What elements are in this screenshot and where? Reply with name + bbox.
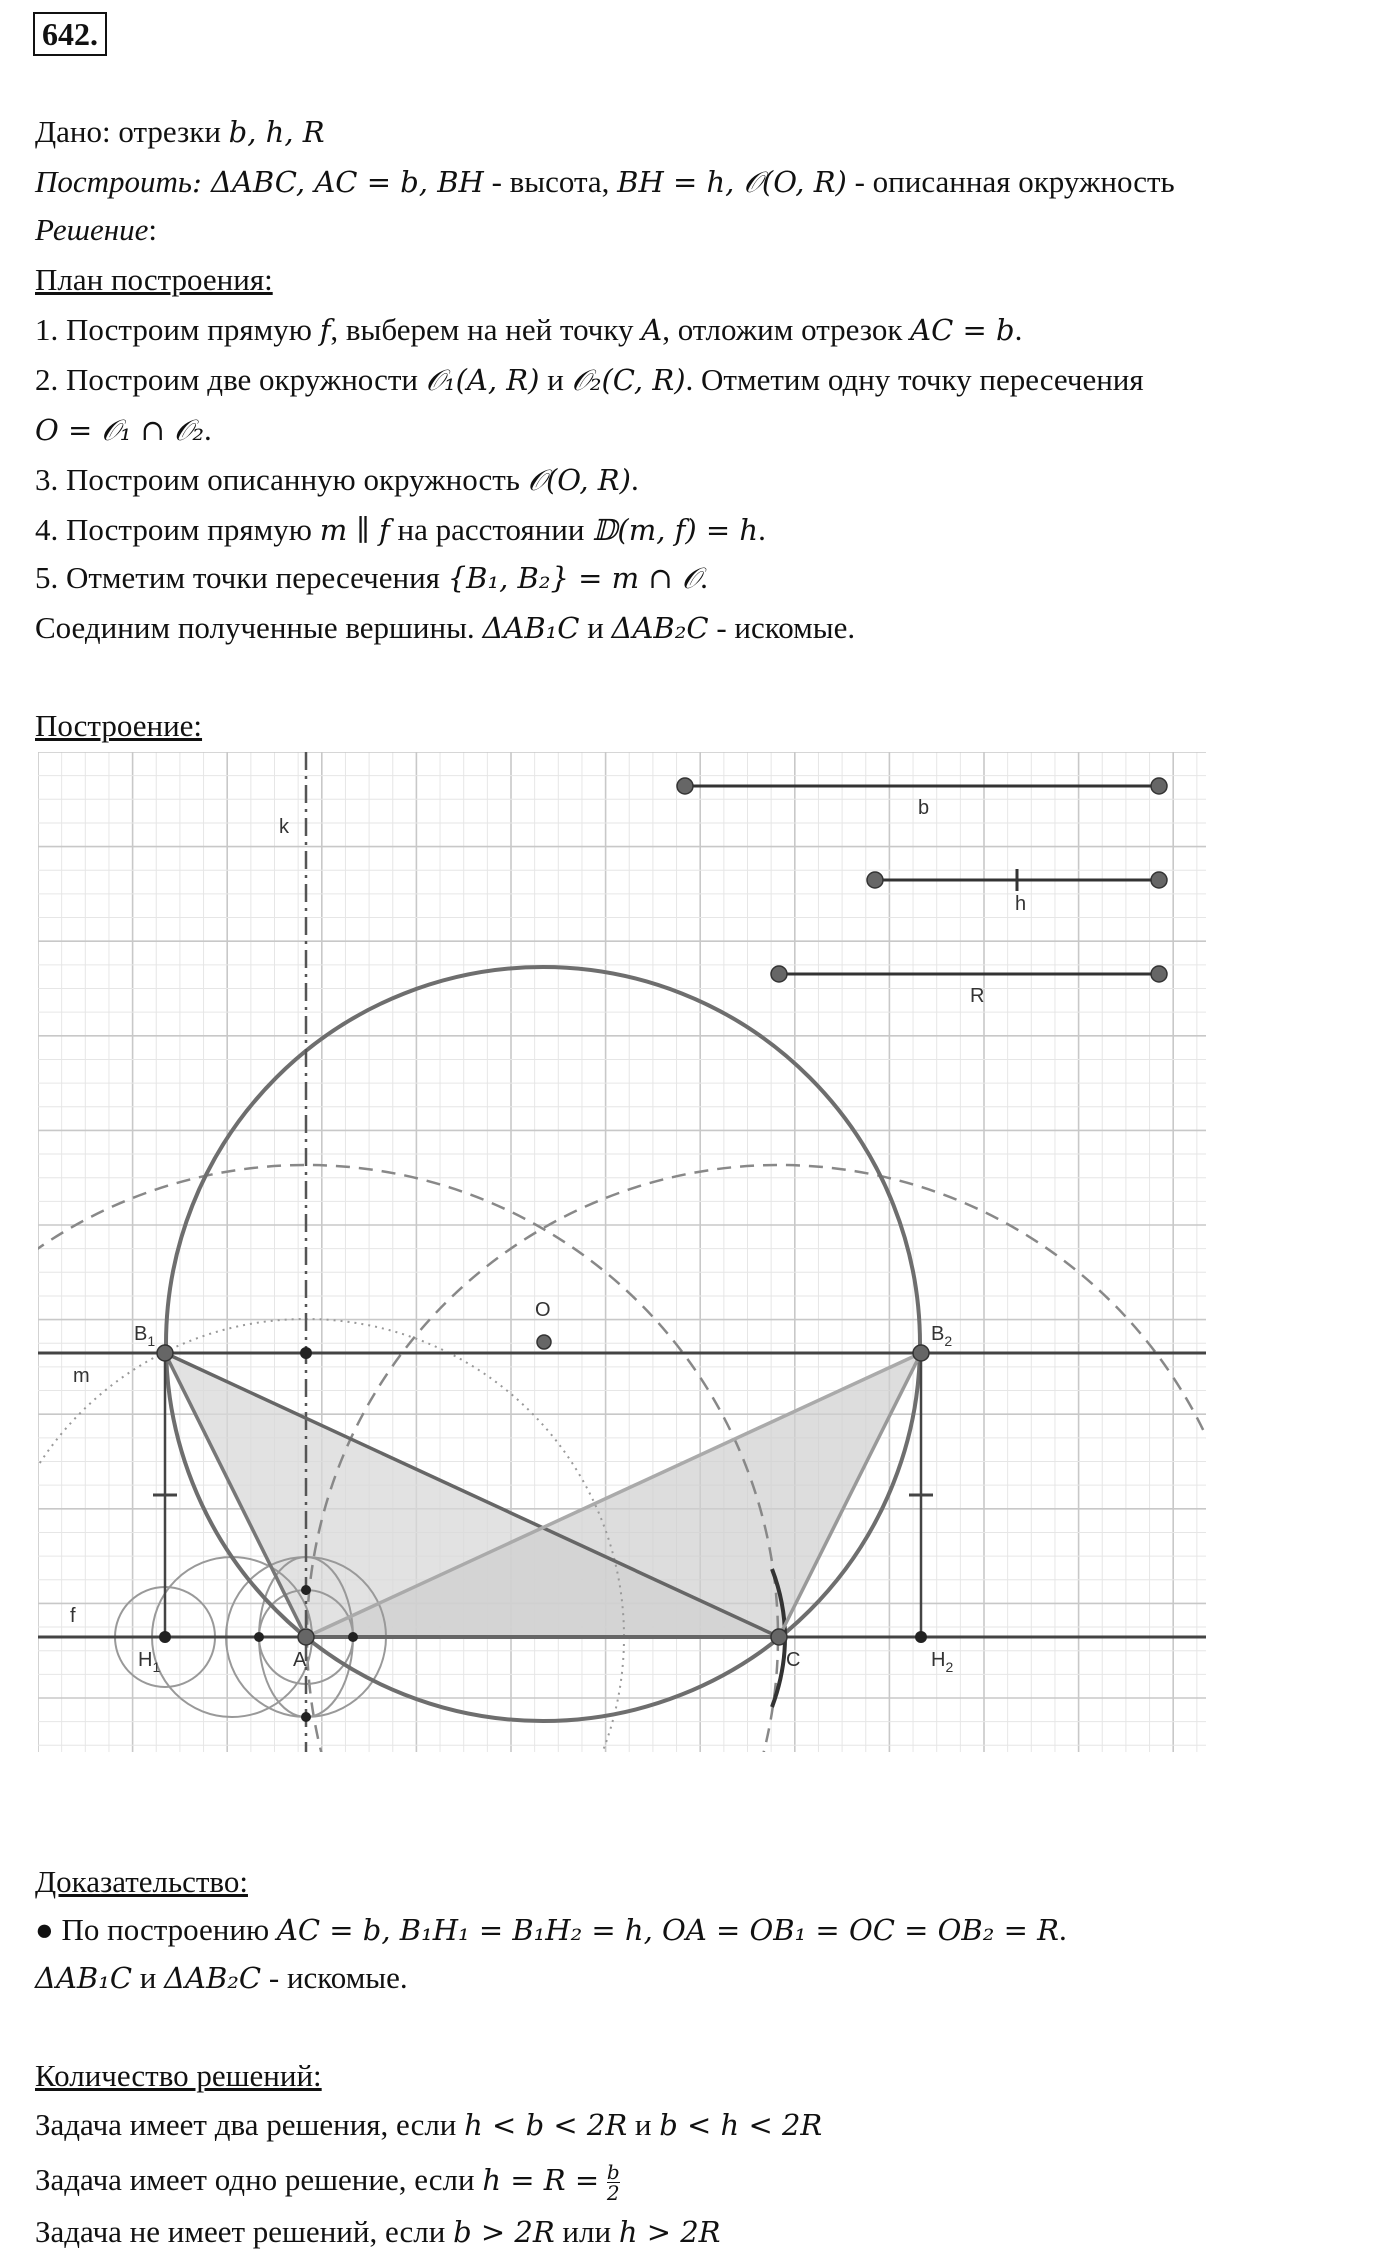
plan-step-2-eq: O = 𝒪₁ ∩ 𝒪₂ — [35, 413, 205, 447]
label-c: C — [786, 1649, 801, 1671]
plan-conclusion-text: Соединим полученные вершины. — [35, 610, 483, 645]
plan-step-2-o1: 𝒪₁(A, R) — [425, 363, 540, 397]
point-c — [771, 1629, 787, 1645]
plan-step-5-text: 5. Отметим точки пересечения — [35, 560, 448, 595]
construct-math-1: : ΔABC, AC = b, BH — [192, 165, 484, 199]
count-line-3-or: или — [554, 2214, 619, 2249]
count-line-3-eq2: h > 2R — [618, 2215, 721, 2249]
plan-step-3-eq: 𝒪(O, R) — [527, 463, 631, 497]
count-line-1 — [35, 2105, 822, 2145]
plan-conclusion-t1: ΔAB₁C — [482, 611, 580, 645]
plan-step-5 — [35, 558, 708, 598]
plan-step-2 — [35, 360, 1144, 400]
count-line-2-eq: h = R = — [482, 2163, 600, 2197]
point-aux-top — [301, 1585, 311, 1595]
plan-step-4-eq: m ∥ f — [319, 513, 390, 547]
point-aux-right — [348, 1632, 358, 1642]
plan-step-1-eq: AC = b — [910, 313, 1015, 347]
fraction-numerator: b — [606, 2160, 620, 2185]
plan-step-2-text: 2. Построим две окружности — [35, 362, 426, 397]
problem-number: 642. — [33, 12, 107, 56]
label-r: R — [970, 985, 985, 1007]
count-line-1-and: и — [627, 2107, 660, 2142]
plan-step-1-text-c: , отложим отрезок — [662, 312, 911, 347]
plan-step-4 — [35, 510, 766, 550]
point-h2 — [915, 1631, 927, 1643]
count-line-1-eq2: b < h < 2R — [659, 2108, 823, 2142]
plan-step-4-end: . — [758, 512, 766, 547]
plan-step-4-text-b: на расстоянии — [389, 512, 593, 547]
plan-step-2-cont — [35, 410, 212, 450]
plan-step-1-f: f — [319, 313, 331, 347]
proof-line-2-end: - искомые. — [261, 1960, 408, 1995]
point-h1 — [159, 1631, 171, 1643]
proof-line-1-end: . — [1058, 1912, 1067, 1947]
label-b2: $B_2$ — [931, 1323, 953, 1349]
plan-conclusion-t2: ΔAB₂C — [611, 611, 709, 645]
plan-step-1-end: . — [1014, 312, 1023, 347]
point-aux-bottom — [301, 1712, 311, 1722]
point-r-start — [771, 966, 787, 982]
label-m: m — [73, 1365, 90, 1387]
fraction-denominator: 2 — [606, 2181, 620, 2206]
plan-conclusion-end: - искомые. — [708, 610, 856, 645]
proof-line-1-text: ● По построению — [35, 1912, 277, 1947]
solution-line: Решение: — [35, 212, 157, 247]
proof-line-1 — [35, 1910, 1067, 1950]
construction-figure — [38, 752, 1206, 1752]
proof-line-2 — [35, 1958, 408, 1998]
plan-step-1-text-b: , выберем на ней точку — [330, 312, 642, 347]
construction-title: Построение: — [35, 708, 203, 743]
plan-step-4-eq2: 𝔻(m, f) = h — [592, 513, 759, 547]
count-title: Количество решений: — [35, 2058, 322, 2093]
point-o — [537, 1335, 551, 1349]
plan-step-5-eq: {B₁, B₂} = m ∩ 𝒪 — [447, 561, 701, 595]
point-a — [298, 1629, 314, 1645]
count-line-3 — [35, 2212, 721, 2252]
label-b: b — [918, 797, 930, 819]
point-k-m — [300, 1347, 312, 1359]
plan-step-1-A: A — [641, 313, 663, 347]
label-h1: $H_1$ — [138, 1649, 161, 1675]
plan-step-5-end: . — [700, 560, 708, 595]
plan-conclusion — [35, 608, 855, 648]
construct-line — [35, 162, 1175, 202]
count-line-2 — [35, 2160, 620, 2206]
construct-text-2: - высота, — [483, 164, 618, 199]
count-line-3-eq: b > 2R — [453, 2215, 555, 2249]
plan-step-2-o2: 𝒪₂(C, R) — [571, 363, 686, 397]
point-aux-left — [254, 1632, 264, 1642]
label-h: h — [1015, 893, 1027, 915]
label-a: A — [293, 1649, 307, 1671]
label-f: f — [70, 1605, 76, 1627]
plan-step-2-text-c: . Отметим одну точку пересечения — [685, 362, 1144, 397]
label-h2: $H_2$ — [931, 1649, 954, 1675]
count-line-3-text: Задача не имеет решений, если — [35, 2214, 454, 2249]
given-label: Дано — [35, 114, 102, 149]
proof-title: Доказательство: — [35, 1864, 248, 1899]
proof-line-1-eq: AC = b, B₁H₁ = B₁H₂ = h, OA = OB₁ = OC = OB₂ = R — [276, 1913, 1059, 1947]
given-text: : отрезки — [102, 114, 229, 149]
plan-conclusion-and: и — [579, 610, 612, 645]
proof-line-2-t1: ΔAB₁C — [35, 1961, 133, 1995]
count-line-1-eq: h < b < 2R — [464, 2108, 628, 2142]
point-r-end — [1151, 966, 1167, 982]
proof-line-2-and: и — [132, 1960, 165, 1995]
label-o: O — [535, 1299, 551, 1321]
plan-step-3 — [35, 460, 639, 500]
plan-title: План построения: — [35, 262, 273, 297]
plan-step-2-and: и — [539, 362, 572, 397]
count-line-2-text: Задача имеет одно решение, если — [35, 2162, 483, 2197]
point-b-start — [677, 778, 693, 794]
construct-text-4: - описанная окружность — [846, 164, 1175, 199]
label-b1: $B_1$ — [134, 1323, 156, 1349]
plan-step-4-text: 4. Построим прямую — [35, 512, 320, 547]
given-math: b, h, R — [228, 115, 325, 149]
construct-math-3: BH = h, 𝒪(O, R) — [617, 165, 847, 199]
given-line — [35, 112, 325, 152]
solution-label: Решение — [35, 212, 149, 247]
point-b2 — [913, 1345, 929, 1361]
plan-step-2-end: . — [204, 412, 212, 447]
plan-step-3-end: . — [630, 462, 639, 497]
plan-step-1-text: 1. Построим прямую — [35, 312, 320, 347]
plan-step-3-text: 3. Построим описанную окружность — [35, 462, 528, 497]
plan-step-1 — [35, 310, 1022, 350]
count-line-1-text: Задача имеет два решения, если — [35, 2107, 465, 2142]
point-h-end — [1151, 872, 1167, 888]
point-b-end — [1151, 778, 1167, 794]
construct-label: Построить — [35, 164, 193, 199]
proof-line-2-t2: ΔAB₂C — [164, 1961, 262, 1995]
point-b1 — [157, 1345, 173, 1361]
label-k: k — [279, 816, 289, 838]
point-h-start — [867, 872, 883, 888]
count-line-2-fraction — [606, 2160, 620, 2206]
